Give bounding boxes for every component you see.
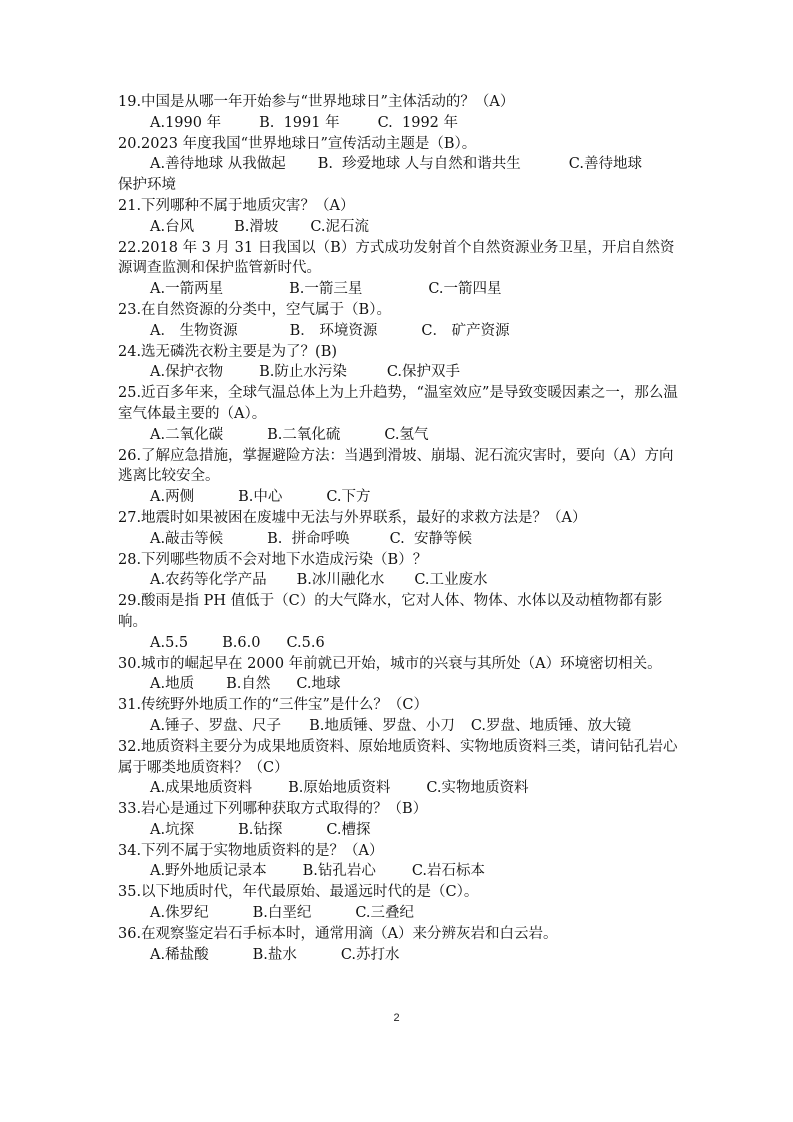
option-36-c: C.苏打水 [340, 946, 400, 963]
option-30-c: C.地球 [296, 676, 341, 693]
option-31-a: A.锤子、罗盘、尺子 [150, 717, 282, 734]
question-25: 25.近百多年来，全球气温总体上为上升趋势，“温室效应”是导致变暖因素之一，那么温室气体最主要的（A）。 [118, 385, 678, 422]
option-24-c: C.保护双手 [386, 364, 461, 381]
option-19-a: A.1990 年 [150, 114, 222, 131]
option-32-c: C.实物地质资料 [426, 780, 529, 797]
option-26-a: A.两侧 [150, 489, 195, 506]
option-34-a: A.野外地质记录本 [150, 863, 267, 880]
option-21-b: B.滑坡 [234, 218, 279, 235]
options-19 [118, 113, 678, 134]
option-31-b: B.地质锤、罗盘、小刀 [309, 717, 455, 734]
option-27-c: C. 安静等候 [389, 530, 472, 547]
question-28: 28.下列哪些物质不会对地下水造成污染（B）？ [118, 551, 428, 568]
options-20 [118, 154, 678, 175]
option-35-c: C.三叠纪 [355, 905, 415, 922]
option-23-c: C． 矿产资源 [421, 322, 510, 339]
option-25-b: B.二氧化硫 [267, 426, 341, 443]
question-31: 31.传统野外地质工作的“三件宝”是什么？（C） [118, 697, 428, 714]
option-21-c: C.泥石流 [310, 218, 370, 235]
options-31 [118, 716, 678, 737]
options-32 [118, 778, 678, 799]
options-28 [118, 570, 678, 591]
options-26 [118, 487, 678, 508]
option-28-b: B.冰川融化水 [296, 572, 385, 589]
question-29: 29.酸雨是指 PH 值低于（C）的大气降水，它对人体、物体、水体以及动植物都有影响。 [118, 593, 663, 630]
page-number: 2 [393, 1012, 400, 1024]
question-20-continuation: 保护环境 [118, 177, 176, 194]
option-26-c: C.下方 [326, 489, 371, 506]
option-29-c: C.5.6 [286, 634, 325, 651]
option-25-c: C.氢气 [384, 426, 429, 443]
option-24-a: A.保护衣物 [150, 364, 224, 381]
option-19-b: B. 1991 年 [259, 114, 340, 131]
question-20: 20.2023 年度我国“世界地球日”宣传活动主题是（B）。 [118, 135, 477, 152]
option-26-b: B.中心 [238, 489, 283, 506]
option-36-a: A.稀盐酸 [150, 946, 209, 963]
question-23: 23.在自然资源的分类中，空气属于（B）。 [118, 301, 391, 318]
option-32-a: A.成果地质资料 [150, 780, 253, 797]
options-27 [118, 529, 678, 550]
options-24 [118, 362, 678, 383]
question-34: 34.下列不属于实物地质资料的是？（A） [118, 842, 384, 859]
option-32-b: B.原始地质资料 [288, 780, 391, 797]
question-35: 35.以下地质时代，年代最原始、最遥远时代的是（C）。 [118, 884, 479, 901]
option-31-c: C.罗盘、地质锤、放大镜 [470, 717, 632, 734]
question-30: 30.城市的崛起早在 2000 年前就已开始，城市的兴衰与其所处（A）环境密切相关。 [118, 655, 662, 672]
question-19: 19.中国是从哪一年开始参与“世界地球日”主体活动的？（A） [118, 94, 515, 110]
option-35-b: B.白垩纪 [252, 905, 312, 922]
option-23-b: B． 环境资源 [289, 322, 378, 339]
question-24: 24.选无磷洗衣粉主要是为了？(B) [118, 343, 338, 360]
options-30 [118, 674, 678, 695]
option-30-b: B.自然 [226, 676, 271, 693]
options-25 [118, 425, 678, 446]
question-26: 26.了解应急措施，掌握避险方法：当遇到滑坡、崩塌、泥石流灾害时，要向（A）方向逃离比较安全。 [118, 447, 674, 485]
options-29 [118, 633, 678, 654]
question-21: 21.下列哪种不属于地质灾害？（A） [118, 197, 355, 214]
options-22 [118, 279, 678, 300]
question-22: 22.2018 年 3 月 31 日我国以（B）方式成功发射首个自然资源业务卫星，开启自然资源调查监测和保护监管新时代。 [118, 239, 675, 277]
option-33-a: A.坑探 [150, 821, 195, 838]
option-28-a: A.农药等化学产品 [150, 572, 267, 589]
option-27-b: B. 拼命呼唤 [267, 530, 350, 547]
option-22-a: A.一箭两星 [150, 281, 224, 298]
option-35-a: A.侏罗纪 [150, 905, 209, 922]
option-34-c: C.岩石标本 [411, 863, 486, 880]
option-20-a: A.善待地球 从我做起 [150, 156, 286, 173]
options-33 [118, 820, 678, 841]
question-36: 36.在观察鉴定岩石手标本时，通常用滴（A）来分辨灰岩和白云岩。 [118, 925, 558, 942]
option-25-a: A.二氧化碳 [150, 426, 224, 443]
option-36-b: B.盐水 [252, 946, 297, 963]
option-24-b: B.防止水污染 [259, 364, 347, 381]
option-19-c: C. 1992 年 [377, 114, 459, 131]
option-21-a: A.台风 [150, 218, 195, 235]
option-29-b: B.6.0 [222, 634, 261, 651]
options-34 [118, 861, 678, 882]
option-27-a: A.敲击等候 [150, 530, 224, 547]
option-22-c: C.一箭四星 [428, 281, 502, 298]
question-27: 27.地震时如果被困在废墟中无法与外界联系，最好的求救方法是？（A） [118, 509, 587, 526]
option-29-a: A.5.5 [150, 634, 189, 651]
question-list [118, 92, 678, 965]
option-22-b: B.一箭三星 [289, 281, 363, 298]
question-32: 32.地质资料主要分为成果地质资料、原始地质资料、实物地质资料三类，请问钻孔岩心属于哪类地质资料？（C） [118, 738, 678, 776]
option-23-a: A． 生物资源 [150, 322, 238, 339]
option-34-b: B.钻孔岩心 [302, 863, 376, 880]
question-33: 33.岩心是通过下列哪种获取方式取得的？（B） [118, 801, 428, 818]
options-23 [118, 321, 678, 342]
option-28-c: C.工业废水 [414, 572, 488, 589]
options-35 [118, 903, 678, 924]
option-30-a: A.地质 [150, 676, 195, 693]
options-21 [118, 217, 678, 238]
option-33-b: B.钻探 [238, 821, 283, 838]
option-33-c: C.槽探 [326, 821, 371, 838]
option-20-c: C.善待地球 [568, 156, 642, 173]
options-36 [118, 945, 678, 966]
option-20-b: B. 珍爱地球 人与自然和谐共生 [317, 156, 521, 173]
